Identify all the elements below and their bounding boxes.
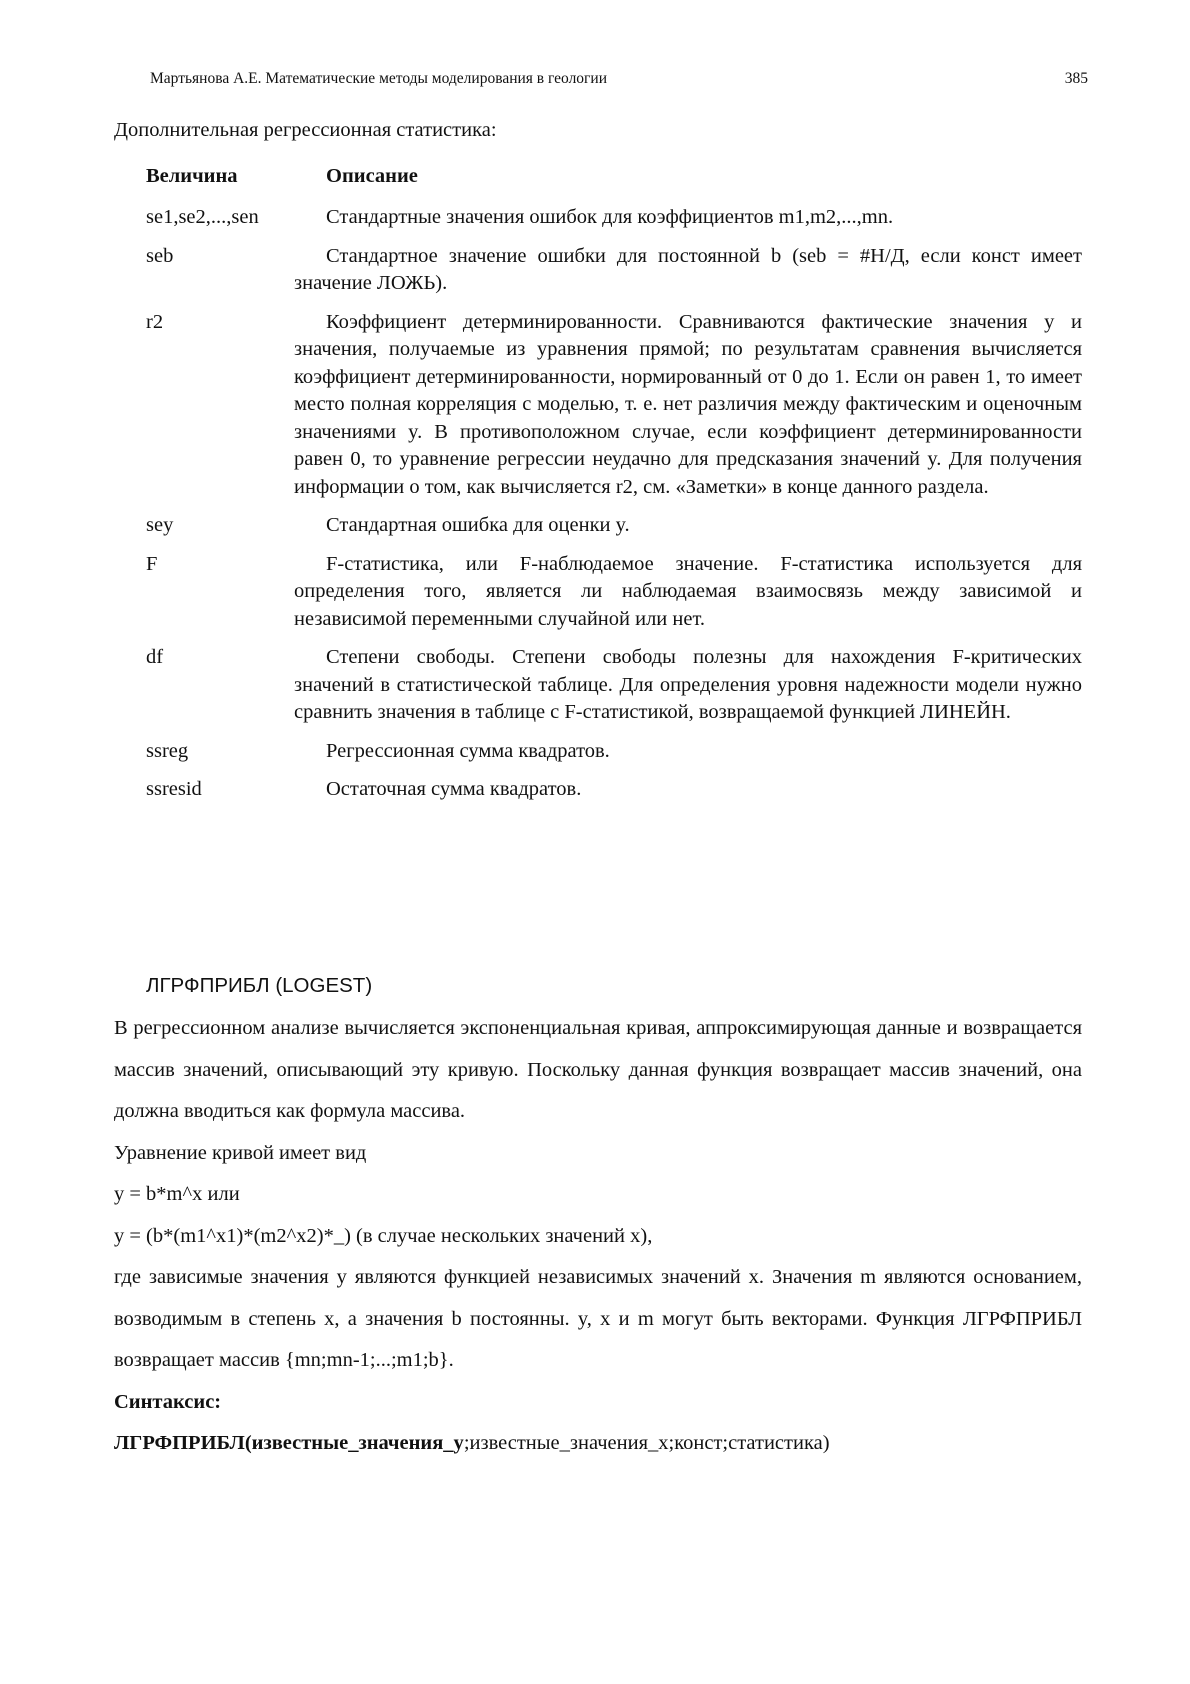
- table-row: [146, 551, 1082, 634]
- row-description: F-статистика, или F-наблюдаемое значение. F-статистика используется для определения того, является ли наблюдаемая взаимосвязь между зависимой и независимой переменными случайной или нет.: [294, 552, 1082, 630]
- paragraph-explanation: где зависимые значения y являются функцией независимых значений x. Значения m являются основанием, возводимым в степень x, а значения b постоянны. y, x и m могут быть векторами. Функция ЛГРФПРИБЛ возвращает массив {mn;mn-1;...;m1;b}.: [114, 1266, 1082, 1371]
- row-description: Коэффициент детерминированности. Сравниваются фактические значения y и значения, получаемые из уравнения прямой; по результатам сравнения вычисляется коэффициент детерминированности, нормированный от 0 до 1. Если он равен 1, то имеет место полная корреляция с моделью, т. е. нет различия между фактическим и оценочным значениями y. В противоположном случае, если коэффициент детерминированности равен 0, то уравнение регрессии неудачно для предсказания значений y. Для получения информации о том, как вычисляется r2, см. «Заметки» в конце данного раздела.: [294, 310, 1082, 498]
- paragraph-intro: В регрессионном анализе вычисляется экспоненциальная кривая, аппроксимирующая данные и возвращается массив значений, описывающий эту кривую. Поскольку данная функция возвращает массив значений, она должна вводиться как формула массива.: [114, 1017, 1082, 1122]
- section-body: [114, 1008, 1082, 1465]
- syntax-optional-part: ;известные_значения_x;конст;статистика): [463, 1432, 830, 1454]
- syntax-line: [114, 1423, 1082, 1465]
- row-quantity: ssreg: [146, 739, 189, 762]
- row-description: Стандартное значение ошибки для постоянной b (seb = #Н/Д, если конст имеет значение ЛОЖЬ).: [294, 244, 1082, 294]
- row-quantity: sey: [146, 514, 174, 536]
- equation-single: y = b*m^x или: [114, 1183, 240, 1205]
- row-quantity: ssresid: [146, 778, 202, 800]
- syntax-label: Синтаксис:: [114, 1390, 222, 1413]
- page-number: 385: [1064, 70, 1088, 87]
- row-description: Степени свободы. Степени свободы полезны для нахождения F-критических значений в статистической таблице. Для определения уровня надежности модели нужно сравнить значения в таблице с F-статистикой, возвращаемой функцией ЛИНЕЙН.: [294, 646, 1082, 723]
- row-quantity: df: [146, 646, 164, 668]
- header-description: Описание: [326, 165, 418, 187]
- section-heading: ЛГРФПРИБЛ (LOGEST): [146, 974, 373, 997]
- table-header: [146, 163, 1082, 193]
- header-author-title: Мартьянова А.Е. Математические методы моделирования в геологии: [150, 70, 608, 87]
- equation-intro: Уравнение кривой имеет вид: [114, 1141, 367, 1164]
- row-quantity: r2: [146, 310, 164, 333]
- table-row: [146, 644, 1082, 727]
- table-row: [146, 204, 1082, 232]
- row-description: Регрессионная сумма квадратов.: [326, 739, 610, 762]
- regression-stats-table: [146, 163, 1082, 804]
- row-description: Стандартные значения ошибок для коэффициентов m1,m2,...,mn.: [326, 206, 894, 228]
- table-row: [146, 512, 1082, 540]
- syntax-required-part: ЛГРФПРИБЛ(известные_значения_y: [114, 1432, 464, 1454]
- row-description: Стандартная ошибка для оценки y.: [326, 514, 630, 536]
- table-row: [146, 776, 1082, 804]
- row-quantity: F: [146, 552, 158, 575]
- equation-multiple: y = (b*(m1^x1)*(m2^x2)*_) (в случае нескольких значений x),: [114, 1224, 653, 1247]
- table-row: [146, 309, 1082, 502]
- stats-intro: Дополнительная регрессионная статистика:: [114, 119, 497, 141]
- row-quantity: se1,se2,...,sen: [146, 206, 259, 228]
- table-row: [146, 243, 1082, 298]
- table-row: [146, 738, 1082, 766]
- header-quantity: Величина: [146, 165, 238, 187]
- row-description: Остаточная сумма квадратов.: [326, 778, 582, 800]
- row-quantity: seb: [146, 244, 174, 267]
